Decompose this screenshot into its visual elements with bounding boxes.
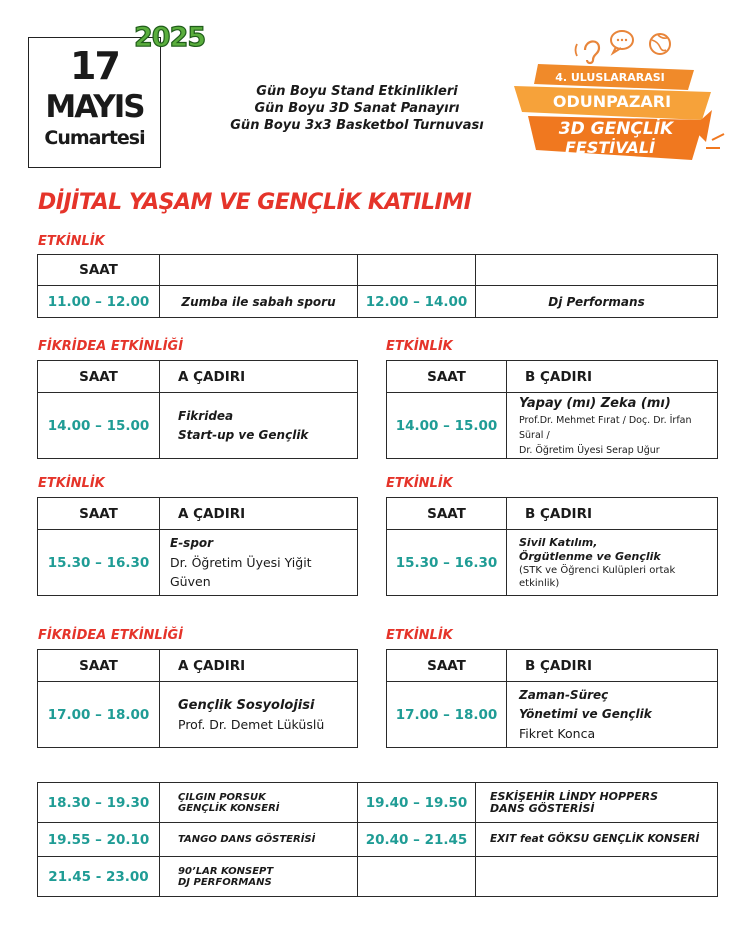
event-title: E-spor <box>170 536 214 550</box>
event-title: Zaman-Süreç <box>519 688 609 702</box>
header-line-art: Gün Boyu 3D Sanat Panayırı <box>254 101 460 116</box>
table-row <box>387 682 718 748</box>
table-row <box>38 530 358 596</box>
tent-b-header: B ÇADIRI <box>507 650 718 682</box>
date-day: 17 <box>70 44 119 88</box>
logo-line-2: ODUNPAZARI <box>552 92 672 111</box>
time-cell: 11.00 – 12.00 <box>38 286 160 318</box>
event-note: (STK ve Öğrenci Kulüpleri ortak etkinlik) <box>519 564 676 589</box>
table-row <box>387 393 718 459</box>
tent-b-table <box>386 649 718 748</box>
event-subtitle: DJ PERFORMANS <box>178 876 272 888</box>
event-title: Gençlik Sosyolojisi <box>178 697 315 713</box>
event-speaker: Dr. Öğretim Üyesi Yiğit Güven <box>170 555 312 589</box>
time-cell: 15.30 – 16.30 <box>387 530 507 596</box>
time-cell: 17.00 – 18.00 <box>387 682 507 748</box>
event-cell <box>507 530 718 596</box>
tent-a-header: A ÇADIRI <box>160 650 358 682</box>
etkinlik-label: ETKİNLİK <box>386 339 453 354</box>
year-label: 2025 <box>134 22 206 53</box>
table-row <box>38 823 718 857</box>
event-cell <box>476 823 718 857</box>
event-title: Fikridea <box>178 408 234 423</box>
block1-label: ETKİNLİK <box>38 234 105 249</box>
table-row <box>38 857 718 897</box>
table-row <box>387 530 718 596</box>
event-title: 90’LAR KONSEPT <box>178 865 274 877</box>
event-title: Sivil Katılım, <box>519 535 598 549</box>
event-subtitle: GENÇLİK KONSERİ <box>178 802 280 814</box>
time-cell: 14.00 – 15.00 <box>387 393 507 459</box>
header-line-stand: Gün Boyu Stand Etkinlikleri <box>256 84 458 99</box>
tent-a-table <box>37 360 358 459</box>
section-title: DİJİTAL YAŞAM VE GENÇLİK KATILIMI <box>38 190 472 215</box>
event-subtitle: Örgütlenme ve Gençlik <box>519 549 661 563</box>
event-cell <box>160 530 358 596</box>
etkinlik-label: ETKİNLİK <box>38 476 105 491</box>
event-cell <box>507 393 718 459</box>
event-subtitle: DANS GÖSTERİSİ <box>490 801 595 815</box>
event-cell <box>160 393 358 459</box>
event-subtitle: Start-up ve Gençlik <box>178 427 309 442</box>
event-cell: Dj Performans <box>476 286 718 318</box>
time-cell: 21.45 - 23.00 <box>38 857 160 897</box>
logo-line-4: FESTİVALİ <box>564 138 656 157</box>
date-box <box>28 37 161 168</box>
table-row <box>38 682 358 748</box>
event-cell <box>160 682 358 748</box>
event-cell <box>160 823 358 857</box>
event-cell: Zumba ile sabah sporu <box>160 286 358 318</box>
table-row <box>38 286 718 318</box>
event-title: TANGO DANS GÖSTERİSİ <box>178 834 316 845</box>
saat-header: SAAT <box>38 255 160 286</box>
event-title: EXIT feat GÖKSU GENÇLİK KONSERİ <box>490 833 700 845</box>
fikridea-label: FİKRİDEA ETKİNLİĞİ <box>38 628 184 643</box>
tent-a-table <box>37 497 358 596</box>
event-cell <box>160 783 358 823</box>
tent-a-header: A ÇADIRI <box>160 498 358 530</box>
festival-logo <box>506 24 731 178</box>
time-cell: 15.30 – 16.30 <box>38 530 160 596</box>
event-cell <box>160 857 358 897</box>
saat-header: SAAT <box>38 650 160 682</box>
time-cell: 19.55 – 20.10 <box>38 823 160 857</box>
event-cell <box>476 783 718 823</box>
logo-line-3: 3D GENÇLİK <box>558 119 674 139</box>
saat-header: SAAT <box>38 498 160 530</box>
tent-b-table <box>386 497 718 596</box>
all-day-activities <box>182 83 532 134</box>
logo-line-1: 4. ULUSLARARASI <box>555 71 665 84</box>
event-speaker: Fikret Konca <box>519 726 596 741</box>
saat-header: SAAT <box>387 650 507 682</box>
time-cell: 14.00 – 15.00 <box>38 393 160 459</box>
header-line-basketball: Gün Boyu 3x3 Basketbol Turnuvası <box>230 118 484 133</box>
speech-bubble-icon <box>611 31 633 53</box>
time-cell: 18.30 – 19.30 <box>38 783 160 823</box>
event-subtitle: Yönetimi ve Gençlik <box>519 707 652 721</box>
date-month: MAYIS <box>45 89 144 125</box>
time-cell: 20.40 – 21.45 <box>358 823 476 857</box>
event-speakers: Prof.Dr. Mehmet Fırat / Doç. Dr. İrfan Süral / <box>519 414 692 441</box>
tent-b-table <box>386 360 718 459</box>
etkinlik-label: ETKİNLİK <box>386 476 453 491</box>
table-row <box>38 783 718 823</box>
date-weekday: Cumartesi <box>44 127 145 149</box>
tent-a-table <box>37 649 358 748</box>
event-title: ÇILGIN PORSUK <box>178 791 266 803</box>
evening-table <box>37 782 718 897</box>
tent-a-header: A ÇADIRI <box>160 361 358 393</box>
event-cell <box>507 682 718 748</box>
time-cell: 19.40 – 19.50 <box>358 783 476 823</box>
tent-b-header: B ÇADIRI <box>507 498 718 530</box>
saat-header: SAAT <box>387 361 507 393</box>
etkinlik-label: ETKİNLİK <box>386 628 453 643</box>
table-row <box>38 393 358 459</box>
event-speakers: Dr. Öğretim Üyesi Serap Uğur <box>519 444 660 456</box>
tent-b-header: B ÇADIRI <box>507 361 718 393</box>
saat-header: SAAT <box>387 498 507 530</box>
block1-table <box>37 254 718 318</box>
event-title: Yapay (mı) Zeka (mı) <box>519 395 671 411</box>
globe-icon <box>650 34 670 54</box>
time-cell: 17.00 – 18.00 <box>38 682 160 748</box>
time-cell: 12.00 – 14.00 <box>358 286 476 318</box>
ear-icon <box>576 41 600 63</box>
event-title: ESKİŞEHİR LİNDY HOPPERS <box>490 789 659 803</box>
fikridea-label: FİKRİDEA ETKİNLİĞİ <box>38 339 184 354</box>
saat-header: SAAT <box>38 361 160 393</box>
event-speaker: Prof. Dr. Demet Lüküslü <box>178 716 325 732</box>
